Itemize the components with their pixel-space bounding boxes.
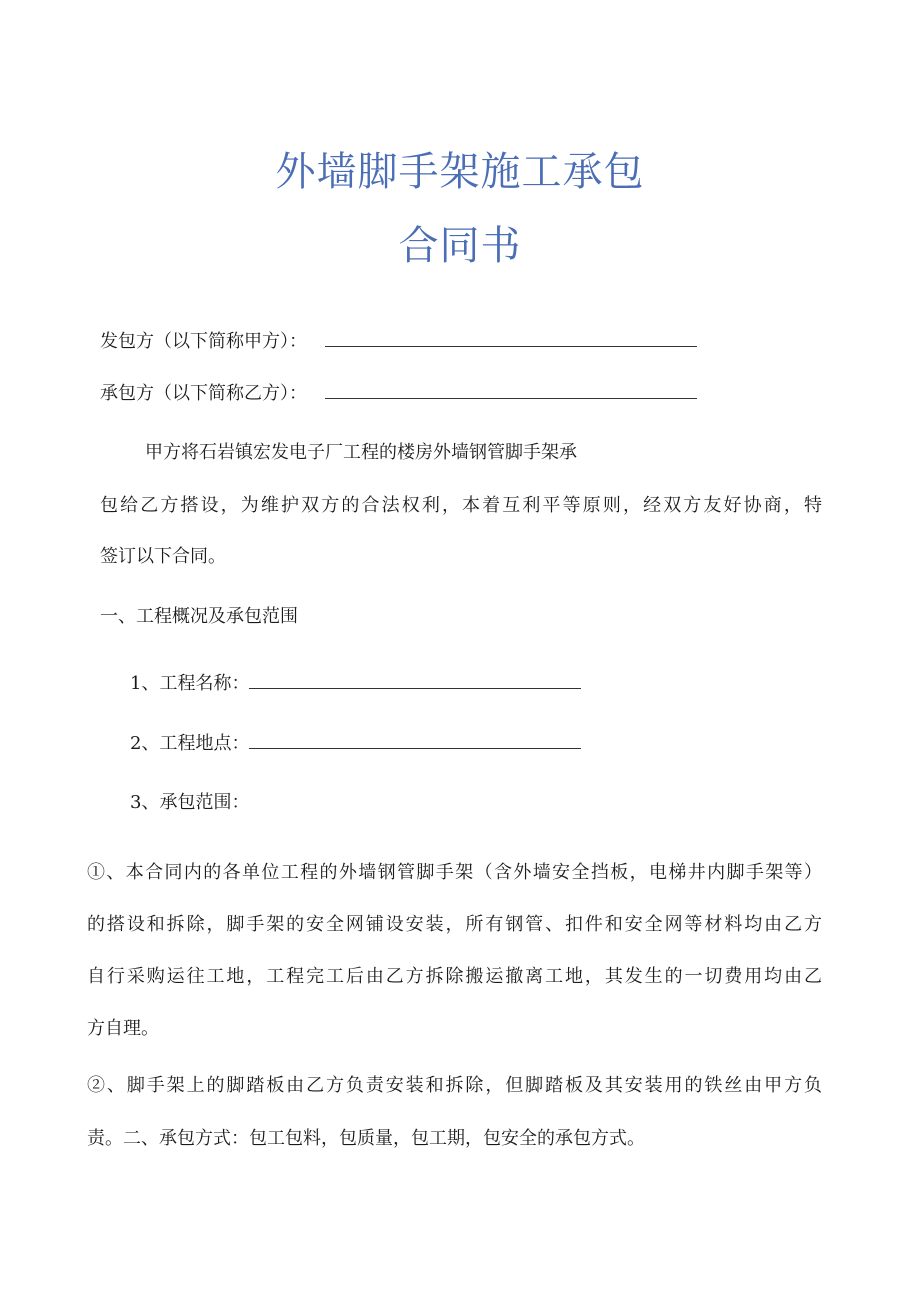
intro-line-3: 签订以下合同。 xyxy=(100,546,226,567)
party-a-line xyxy=(100,328,697,355)
party-a-label: 发包方（以下简称甲方）： xyxy=(100,331,307,352)
project-location-label: 2、工程地点： xyxy=(130,733,250,754)
document-title-line-1: 外墙脚手架施工承包 xyxy=(275,149,645,195)
party-b-line xyxy=(100,380,697,407)
scope-label: 3、承包范围： xyxy=(130,792,250,813)
project-location-blank xyxy=(249,730,581,749)
party-b-blank xyxy=(325,380,697,399)
intro-line-1: 甲方将石岩镇宏发电子厂工程的楼房外墙钢管脚手架承 xyxy=(145,442,577,463)
intro-line-2: 包给乙方搭设，为维护双方的合法权利，本着互利平等原则，经双方友好协商，特 xyxy=(100,495,822,516)
project-name-blank xyxy=(249,670,581,689)
clause-1-line-4: 方自理。 xyxy=(87,1018,159,1039)
project-location-line xyxy=(130,730,581,757)
clause-1-line-3: 自行采购运往工地，工程完工后由乙方拆除搬运撤离工地，其发生的一切费用均由乙 xyxy=(87,966,822,987)
project-name-label: 1、工程名称： xyxy=(130,673,250,694)
party-a-blank xyxy=(325,328,697,347)
document-title-line-2: 合同书 xyxy=(398,223,522,269)
clause-1-line-2: 的搭设和拆除，脚手架的安全网铺设安装，所有钢管、扣件和安全网等材料均由乙方 xyxy=(87,914,822,935)
clause-2-line-2: 责。二、承包方式：包工包料，包质量，包工期，包安全的承包方式。 xyxy=(87,1128,645,1149)
clause-2-line-1: ②、脚手架上的脚踏板由乙方负责安装和拆除，但脚踏板及其安装用的铁丝由甲方负 xyxy=(87,1075,822,1096)
project-name-line xyxy=(130,670,581,697)
section-1-heading: 一、工程概况及承包范围 xyxy=(100,606,298,627)
party-b-label: 承包方（以下简称乙方）： xyxy=(100,383,307,404)
clause-1-line-1: ①、本合同内的各单位工程的外墙钢管脚手架（含外墙安全挡板，电梯井内脚手架等） xyxy=(87,862,822,883)
